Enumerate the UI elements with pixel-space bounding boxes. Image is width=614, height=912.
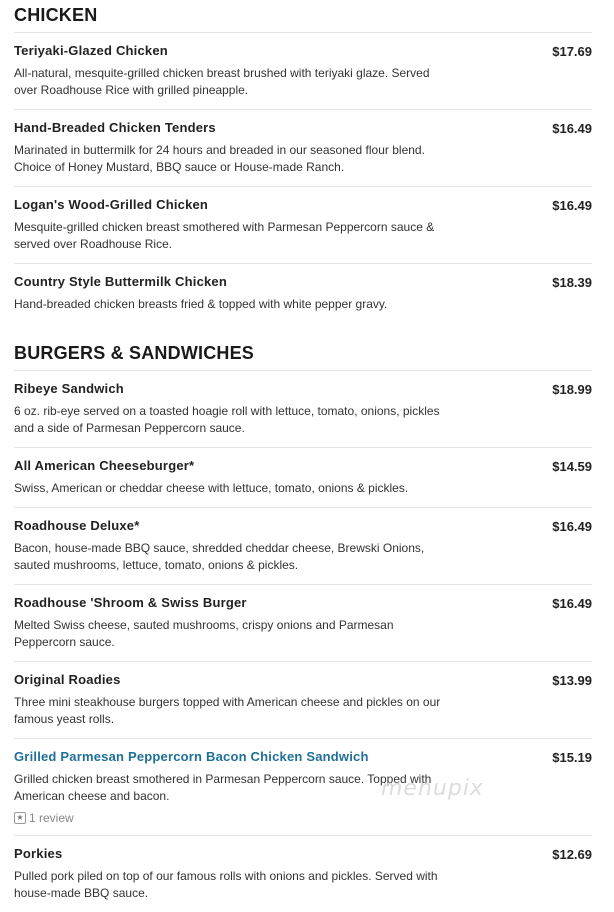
item-price: $18.99	[552, 382, 592, 397]
review-link[interactable]	[14, 811, 560, 825]
menu-item	[14, 186, 592, 263]
item-price: $16.49	[552, 121, 592, 136]
item-price: $16.49	[552, 596, 592, 611]
item-description: All-natural, mesquite-grilled chicken breast brushed with teriyaki glaze. Served over Roadhouse Rice with grilled pineapple.	[14, 66, 430, 97]
item-description: Melted Swiss cheese, sauted mushrooms, crispy onions and Parmesan Peppercorn sauce.	[14, 618, 394, 649]
item-price: $18.39	[552, 275, 592, 290]
item-description: 6 oz. rib-eye served on a toasted hoagie roll with lettuce, tomato, onions, pickles and a side of Parmesan Peppercorn sauce.	[14, 404, 440, 435]
menu-item	[14, 584, 592, 661]
item-description: Hand-breaded chicken breasts fried & topped with white pepper gravy.	[14, 297, 388, 311]
item-name: Ribeye Sandwich	[14, 381, 124, 396]
item-name: Original Roadies	[14, 672, 121, 687]
item-description: Grilled chicken breast smothered in Parmesan Peppercorn sauce. Topped with American cheese and bacon.	[14, 772, 432, 803]
menu-item	[14, 32, 592, 109]
item-name-link[interactable]: Grilled Parmesan Peppercorn Bacon Chicken Sandwich	[14, 749, 369, 764]
menu-item	[14, 263, 592, 323]
item-description: Pulled pork piled on top of our famous rolls with onions and pickles. Served with house-made BBQ sauce.	[14, 869, 438, 900]
section-title: BURGERS & SANDWICHES	[14, 343, 255, 363]
item-price: $14.59	[552, 459, 592, 474]
watermark-logo: menupix	[381, 776, 484, 801]
item-name: Country Style Buttermilk Chicken	[14, 274, 227, 289]
star-icon: ★	[14, 812, 26, 824]
item-price: $16.49	[552, 198, 592, 213]
menu-item	[14, 507, 592, 584]
item-price: $12.69	[552, 847, 592, 862]
menu-item	[14, 447, 592, 507]
review-count: 1 review	[29, 811, 74, 825]
item-description: Mesquite-grilled chicken breast smothered with Parmesan Peppercorn sauce & served over Roadhouse Rice.	[14, 220, 435, 251]
item-name: Roadhouse Deluxe*	[14, 518, 140, 533]
item-name: Logan's Wood-Grilled Chicken	[14, 197, 209, 212]
section-chicken	[0, 0, 614, 323]
menu-item	[14, 370, 592, 447]
item-price: $17.69	[552, 44, 592, 59]
menu-item	[14, 835, 592, 912]
menu-item	[14, 109, 592, 186]
item-description: Marinated in buttermilk for 24 hours and breaded in our seasoned flour blend. Choice of Honey Mustard, BBQ sauce or House-made Ranch.	[14, 143, 425, 174]
item-name: Roadhouse 'Shroom & Swiss Burger	[14, 595, 247, 610]
item-description: Swiss, American or cheddar cheese with lettuce, tomato, onions & pickles.	[14, 481, 409, 495]
section-title: CHICKEN	[14, 5, 98, 25]
item-price: $13.99	[552, 673, 592, 688]
menu-item	[14, 661, 592, 738]
item-price: $15.19	[552, 750, 592, 765]
item-name: Teriyaki-Glazed Chicken	[14, 43, 168, 58]
menu-item	[14, 738, 592, 835]
section-burgers-sandwiches	[0, 323, 614, 912]
item-description: Bacon, house-made BBQ sauce, shredded cheddar cheese, Brewski Onions, sauted mushrooms, lettuce, tomato, onions & pickles.	[14, 541, 425, 572]
item-name: Hand-Breaded Chicken Tenders	[14, 120, 216, 135]
item-description: Three mini steakhouse burgers topped with American cheese and pickles on our famous yeast rolls.	[14, 695, 441, 726]
item-price: $16.49	[552, 519, 592, 534]
item-name: Porkies	[14, 846, 63, 861]
item-name: All American Cheeseburger*	[14, 458, 195, 473]
